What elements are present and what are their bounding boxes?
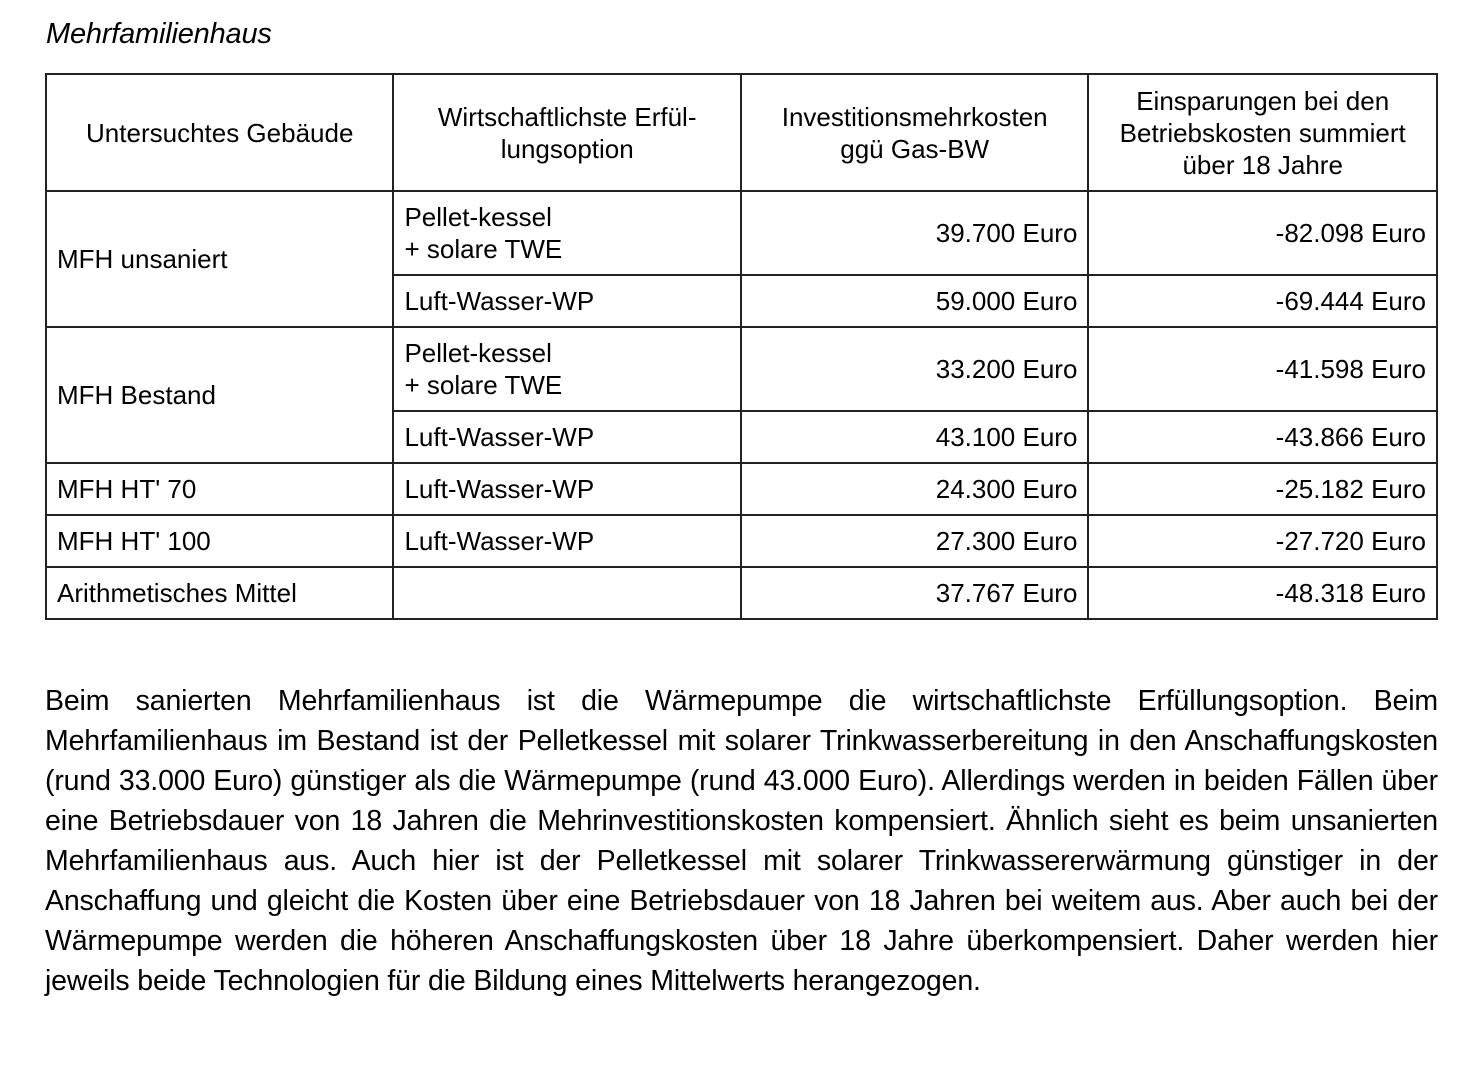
savings-cell: -41.598 Euro	[1088, 327, 1437, 411]
table-caption: Mehrfamilienhaus	[46, 18, 272, 50]
table-row	[46, 191, 1437, 275]
savings-cell: -27.720 Euro	[1088, 515, 1437, 567]
investment-cell: 24.300 Euro	[741, 463, 1088, 515]
option-line: Pellet-kessel	[404, 338, 552, 368]
summary-investment: 37.767 Euro	[741, 567, 1088, 619]
header-investment	[741, 74, 1088, 191]
building-cell: MFH unsaniert	[46, 191, 393, 327]
investment-cell: 59.000 Euro	[741, 275, 1088, 327]
summary-label: Arithmetisches Mittel	[46, 567, 393, 619]
table-row	[46, 515, 1437, 567]
investment-cell: 43.100 Euro	[741, 411, 1088, 463]
header-savings-line: Betriebskosten summiert	[1119, 117, 1406, 148]
investment-cell: 27.300 Euro	[741, 515, 1088, 567]
cost-comparison-table	[45, 73, 1438, 620]
building-cell: MFH HT' 70	[46, 463, 393, 515]
header-savings-line: über 18 Jahre	[1182, 149, 1343, 180]
header-savings	[1088, 74, 1437, 191]
header-investment-line: Investitionsmehrkosten	[781, 101, 1048, 132]
header-savings-line: Einsparungen bei den	[1136, 85, 1390, 116]
option-line: Pellet-kessel	[404, 202, 552, 232]
option-line: + solare TWE	[404, 234, 563, 264]
option-line: + solare TWE	[404, 370, 563, 400]
option-cell: Luft-Wasser-WP	[393, 275, 740, 327]
table-row	[46, 327, 1437, 411]
header-option-line: Wirtschaftlichste Erfül-	[437, 101, 697, 132]
investment-cell: 33.200 Euro	[741, 327, 1088, 411]
header-option	[393, 74, 740, 191]
investment-cell: 39.700 Euro	[741, 191, 1088, 275]
summary-option	[393, 567, 740, 619]
header-option-line: lungsoption	[500, 133, 634, 164]
building-cell: MFH HT' 100	[46, 515, 393, 567]
option-cell: Luft-Wasser-WP	[393, 515, 740, 567]
summary-savings: -48.318 Euro	[1088, 567, 1437, 619]
option-cell: Luft-Wasser-WP	[393, 411, 740, 463]
header-investment-line: ggü Gas-BW	[840, 133, 990, 164]
option-cell	[393, 191, 740, 275]
table-row	[46, 463, 1437, 515]
table-header-row	[46, 74, 1437, 191]
option-cell: Luft-Wasser-WP	[393, 463, 740, 515]
savings-cell: -43.866 Euro	[1088, 411, 1437, 463]
savings-cell: -82.098 Euro	[1088, 191, 1437, 275]
header-building: Untersuchtes Gebäude	[46, 74, 393, 191]
savings-cell: -25.182 Euro	[1088, 463, 1437, 515]
building-cell: MFH Bestand	[46, 327, 393, 463]
savings-cell: -69.444 Euro	[1088, 275, 1437, 327]
body-paragraph: Beim sanierten Mehrfamilienhaus ist die Wärmepumpe die wirtschaftlichste Erfüllungsoption. Beim Mehrfamilienhaus im Bestand ist der Pelletkessel mit solarer Trinkwasserbereitung in den Anschaffungskosten (rund 33.000 Euro) günstiger als die Wärmepumpe (rund 43.000 Euro). Allerdings werden in beiden Fällen über eine Betriebsdauer von 18 Jahren die Mehrinvestitionskosten kompensiert. Ähnlich sieht es beim unsanierten Mehrfamilienhaus aus. Auch hier ist der Pelletkessel mit solarer Trinkwassererwärmung günstiger in der Anschaffung und gleicht die Kosten über eine Betriebsdauer von 18 Jahren bei weitem aus. Aber auch bei der Wärmepumpe werden die höheren Anschaffungskosten über 18 Jahre überkompensiert. Daher werden hier jeweils beide Technologien für die Bildung eines Mittelwerts herangezogen.	[45, 684, 1438, 998]
summary-row	[46, 567, 1437, 619]
option-cell	[393, 327, 740, 411]
